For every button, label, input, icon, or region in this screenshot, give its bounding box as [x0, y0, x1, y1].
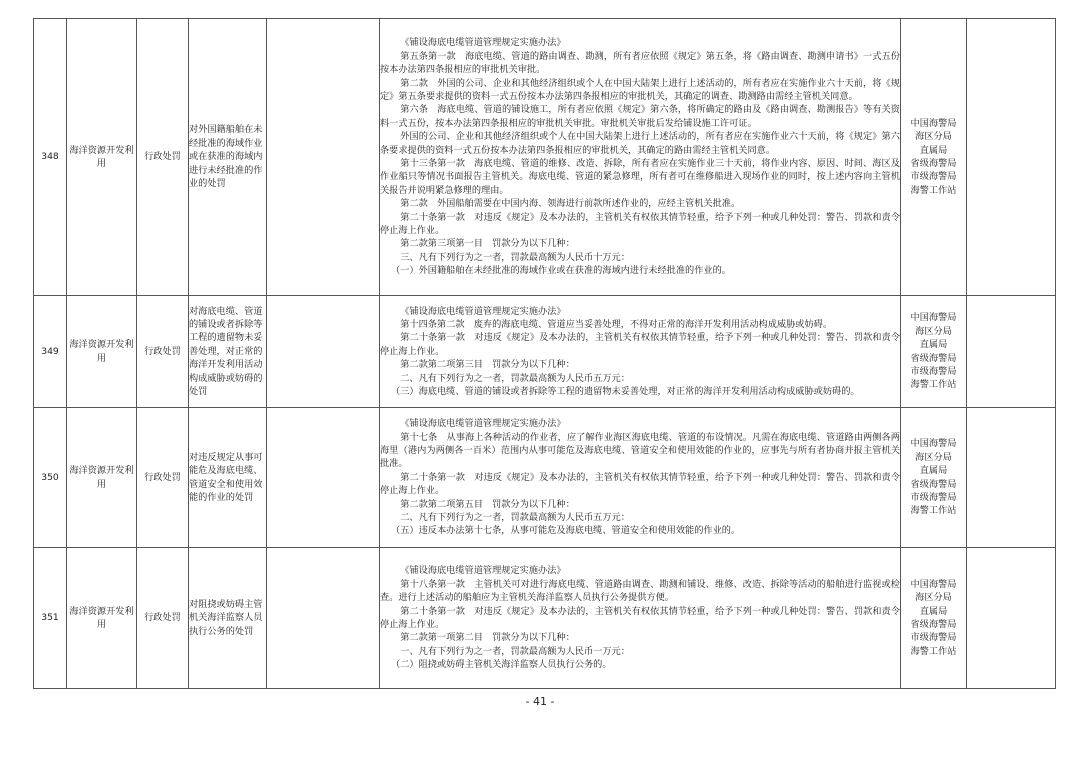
legal-basis-cell [380, 19, 901, 296]
basis-paragraph: 二、凡有下列行为之一者，罚款最高额为人民币五万元： [400, 372, 630, 384]
basis-paragraph: 第六条 海底电缆、管道的铺设施工，所有者应依照《规定》第六条，将所确定的路由及《路由调查、勘测报告》等有关资料一式五份，按本办法第四条报相应的审批机关审批。审批机关审批后发给铺设施工许可证。 [380, 104, 900, 129]
agency-line: 中国海警局 [910, 438, 957, 450]
agency-line: 海警工作站 [910, 184, 957, 196]
remarks-cell [967, 19, 1056, 296]
regulation-table [33, 18, 1056, 689]
sub-item-cell [267, 548, 380, 689]
basis-paragraph: 三、凡有下列行为之一者，罚款最高额为人民币十万元： [400, 251, 630, 263]
sub-item-cell [267, 408, 380, 548]
basis-paragraph: 第二十条第一款 对违反《规定》及本办法的，主管机关有权依其情节轻重，给予下列一种或几种处罚：警告、罚款和责令停止海上作业。 [380, 471, 900, 497]
remarks-cell [967, 296, 1056, 408]
enforcement-agency-cell [901, 296, 967, 408]
agency-line: 海警工作站 [910, 379, 957, 391]
basis-paragraph: 第二款 外国的公司、企业和其他经济组织或个人在中国大陆架上进行上述活动的，所有者应在实施作业六十天前，将《规定》第五条要求提供的资料一式五份按本办法第四条报相应的审批机关，其确定的调查、勘测路由需经主管机关同意。 [380, 77, 900, 102]
basis-paragraph: （一）外国籍船舶在未经批准的海域作业或在获准的海域内进行未经批准的作业的。 [391, 265, 731, 277]
basis-paragraph: （二）阻挠或妨碍主管机关海洋监察人员执行公务的。 [391, 659, 612, 671]
agency-line: 中国海警局 [910, 117, 957, 129]
row-number: 350 [34, 408, 67, 548]
power-type-cell: 行政处罚 [137, 408, 189, 548]
agency-line: 市级海警局 [910, 171, 957, 183]
agency-line: 海区分局 [915, 131, 952, 143]
basis-paragraph: （三）海底电缆、管道的铺设或者拆除等工程的遗留物未妥善处理，对正常的海洋开发利用活动构成威胁或妨碍的。 [391, 386, 860, 398]
agency-line: 直属局 [919, 144, 948, 156]
power-type-cell: 行政处罚 [137, 548, 189, 689]
basis-paragraph: 第二款第二项第三目 罚款分为以下几种： [400, 359, 575, 371]
item-name-cell: 对违反规定从事可能危及海底电缆、管道安全和使用效能的作业的处罚 [189, 408, 267, 548]
basis-paragraph: 第十四条第二款 废弃的海底电缆、管道应当妥善处理，不得对正常的海洋开发利用活动构成威胁或妨碍。 [400, 318, 833, 330]
basis-paragraph: 第二十条第一款 对违反《规定》及本办法的，主管机关有权依其情节轻重，给予下列一种或几种处罚：警告、罚款和责令停止海上作业。 [380, 605, 900, 630]
remarks-cell [967, 548, 1056, 689]
legal-basis-cell [380, 548, 901, 689]
agency-line: 省级海警局 [910, 158, 957, 169]
sub-item-cell [267, 296, 380, 408]
enforcement-agency-cell [901, 408, 967, 548]
row-number: 349 [34, 296, 67, 408]
basis-paragraph: 第五条第一款 海底电缆、管道的路由调查、勘测，所有者应依照《规定》第五条，将《路由调查、勘测申请书》一式五份按本办法第四条报相应的审批机关审批。 [380, 50, 900, 76]
agency-line: 直属局 [919, 465, 948, 477]
item-name-cell: 对阻挠或妨碍主管机关海洋监察人员执行公务的处罚 [189, 548, 267, 689]
basis-source-title: 《铺设海底电缆管道管理规定实施办法》 [400, 418, 566, 430]
table-row [34, 408, 1056, 548]
basis-paragraph: 一、凡有下列行为之一者，罚款最高额为人民币一万元： [400, 645, 630, 657]
basis-paragraph: 第二款第二项第五目 罚款分为以下几种： [400, 498, 575, 510]
enforcement-agency-cell [901, 19, 967, 296]
agency-line: 海区分局 [915, 451, 952, 463]
agency-line: 海区分局 [915, 325, 952, 337]
agency-line: 市级海警局 [910, 632, 957, 644]
category-cell: 海洋资源开发利用 [67, 19, 137, 296]
remarks-cell [967, 408, 1056, 548]
agency-line: 海区分局 [915, 592, 952, 604]
agency-line: 中国海警局 [910, 578, 957, 590]
category-cell: 海洋资源开发利用 [67, 296, 137, 408]
basis-paragraph: 第二款第一项第二目 罚款分为以下几种： [400, 632, 575, 644]
basis-paragraph: 外国的公司、企业和其他经济组织或个人在中国大陆架上进行上述活动的，所有者应在实施作业六十天前，将《规定》第六条要求提供的资料一式五份按本办法第四条报相应的审批机关，其确定的路由需经主管机关同意。 [380, 131, 900, 156]
agency-line: 直属局 [919, 339, 948, 351]
basis-paragraph: 二、凡有下列行为之一者，罚款最高额为人民币五万元： [400, 512, 630, 524]
agency-line: 中国海警局 [910, 312, 957, 324]
agency-line: 海警工作站 [910, 505, 957, 517]
agency-line: 省级海警局 [910, 352, 957, 364]
item-name-cell: 对海底电缆、管道的铺设或者拆除等工程的遗留物未妥善处理，对正常的海洋开发利用活动构成威胁或妨碍的处罚 [189, 296, 267, 408]
table-row [34, 19, 1056, 296]
category-cell: 海洋资源开发利用 [67, 548, 137, 689]
basis-paragraph: 第二款 外国船舶需要在中国内海、领海进行前款所述作业的，应经主管机关批准。 [400, 198, 741, 210]
basis-source-title: 《铺设海底电缆管道管理规定实施办法》 [400, 565, 566, 577]
sub-item-cell [267, 19, 380, 296]
enforcement-agency-cell [901, 548, 967, 689]
basis-source-title: 《铺设海底电缆管道管理规定实施办法》 [400, 37, 566, 49]
agency-line: 海警工作站 [910, 645, 957, 657]
basis-source-title: 《铺设海底电缆管道管理规定实施办法》 [400, 305, 566, 317]
basis-paragraph: 第二十条第一款 对违反《规定》及本办法的，主管机关有权依其情节轻重，给予下列一种或几种处罚：警告、罚款和责令停止海上作业。 [380, 211, 900, 237]
legal-basis-cell [380, 296, 901, 408]
basis-paragraph: 第十八条第一款 主管机关可对进行海底电缆、管道路由调查、勘测和铺设、维修、改造、拆除等活动的船舶进行监视或检查。进行上述活动的船舶应为主管机关海洋监察人员执行公务提供方便。 [380, 578, 900, 604]
row-number: 348 [34, 19, 67, 296]
agency-line: 直属局 [919, 605, 948, 617]
row-number: 351 [34, 548, 67, 689]
basis-paragraph: （五）违反本办法第十七条，从事可能危及海底电缆、管道安全和使用效能的作业的。 [391, 525, 741, 537]
agency-line: 省级海警局 [910, 619, 957, 630]
power-type-cell: 行政处罚 [137, 296, 189, 408]
basis-paragraph: 第二十条第一款 对违反《规定》及本办法的，主管机关有权依其情节轻重，给予下列一种或几种处罚：警告、罚款和责令停止海上作业。 [380, 332, 900, 357]
agency-line: 市级海警局 [910, 365, 957, 377]
table-row [34, 548, 1056, 689]
basis-paragraph: 第十三条第一款 海底电缆、管道的维修、改造、拆除，所有者应在实施作业三十天前，将作业内容、原因、时间、海区及作业船只等情况书面报告主管机关。海底电缆、管道的紧急修理，所有者可在维修船进入现场作业的同时，按上述内容向主管机关报告并说明紧急修理的理由。 [380, 158, 900, 196]
category-cell: 海洋资源开发利用 [67, 408, 137, 548]
basis-paragraph: 第二款第三项第一目 罚款分为以下几种： [400, 238, 575, 250]
legal-basis-cell [380, 408, 901, 548]
basis-paragraph: 第十七条 从事海上各种活动的作业者，应了解作业海区海底电缆、管道的布设情况。凡需在海底电缆、管道路由两侧各两海里（港内为两侧各一百米）范围内从事可能危及海底电缆、管道安全和使用效能的作业的，应事先与所有者协商并报主管机关批准。 [380, 431, 900, 470]
power-type-cell: 行政处罚 [137, 19, 189, 296]
item-name-cell: 对外国籍船舶在未经批准的海域作业或在获准的海域内进行未经批准的作业的处罚 [189, 19, 267, 296]
page-number: - 41 - [525, 695, 555, 708]
agency-line: 市级海警局 [910, 491, 957, 503]
table-body [34, 19, 1056, 689]
table-row [34, 296, 1056, 408]
agency-line: 省级海警局 [910, 478, 957, 490]
